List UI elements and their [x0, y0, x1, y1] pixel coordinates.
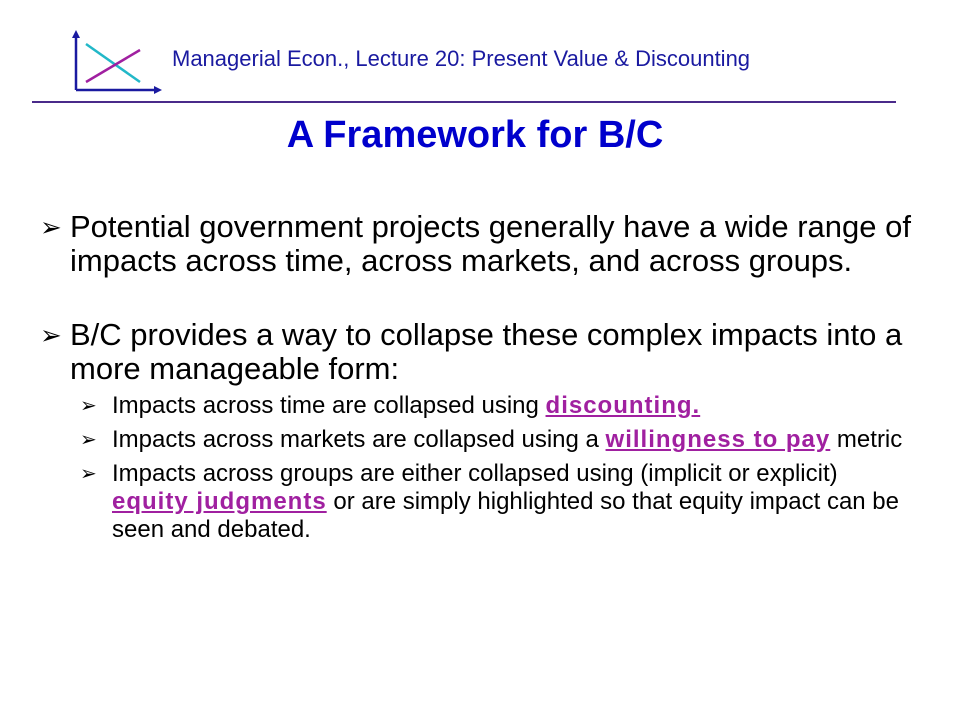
slide-content	[36, 210, 916, 550]
sub-bullet-text-after: metric	[830, 426, 903, 453]
slide-title: A Framework for B/C	[286, 114, 664, 156]
arrow-bullet-icon: ➢	[80, 395, 97, 417]
sub-bullet-text-after: or are simply highlighted so that equity impact can be seen and debated.	[112, 488, 899, 543]
arrow-bullet-icon: ➢	[80, 463, 97, 485]
sub-bullet-item	[78, 392, 916, 420]
header-divider	[32, 101, 896, 103]
header-title: Managerial Econ., Lecture 20: Present Value & Discounting	[172, 46, 751, 71]
sub-bullet-text: Impacts across time are collapsed using	[112, 392, 546, 419]
sub-bullet-text: Impacts across markets are collapsed using a	[112, 426, 606, 453]
bullet-text: B/C provides a way to collapse these complex impacts into a more manageable form:	[70, 317, 903, 386]
sub-bullet-text: Impacts across groups are either collapsed using (implicit or explicit)	[112, 460, 838, 487]
sub-bullet-list	[78, 392, 916, 544]
bullet-text: Potential government projects generally have a wide range of impacts across time, across markets, and across groups.	[70, 209, 911, 278]
arrow-bullet-icon: ➢	[80, 429, 97, 451]
sub-bullet-item	[78, 460, 916, 544]
sub-bullet-item	[78, 426, 916, 454]
axes-logo-icon	[66, 28, 166, 98]
bullet-item	[36, 318, 916, 386]
equity-judgments-link[interactable]: equity judgments	[112, 488, 327, 515]
arrow-bullet-icon: ➢	[40, 320, 62, 350]
discounting-link[interactable]: discounting.	[545, 392, 701, 419]
arrow-bullet-icon: ➢	[40, 212, 62, 242]
willingness-to-pay-link[interactable]: willingness to pay	[605, 426, 831, 453]
bullet-item	[36, 210, 916, 278]
